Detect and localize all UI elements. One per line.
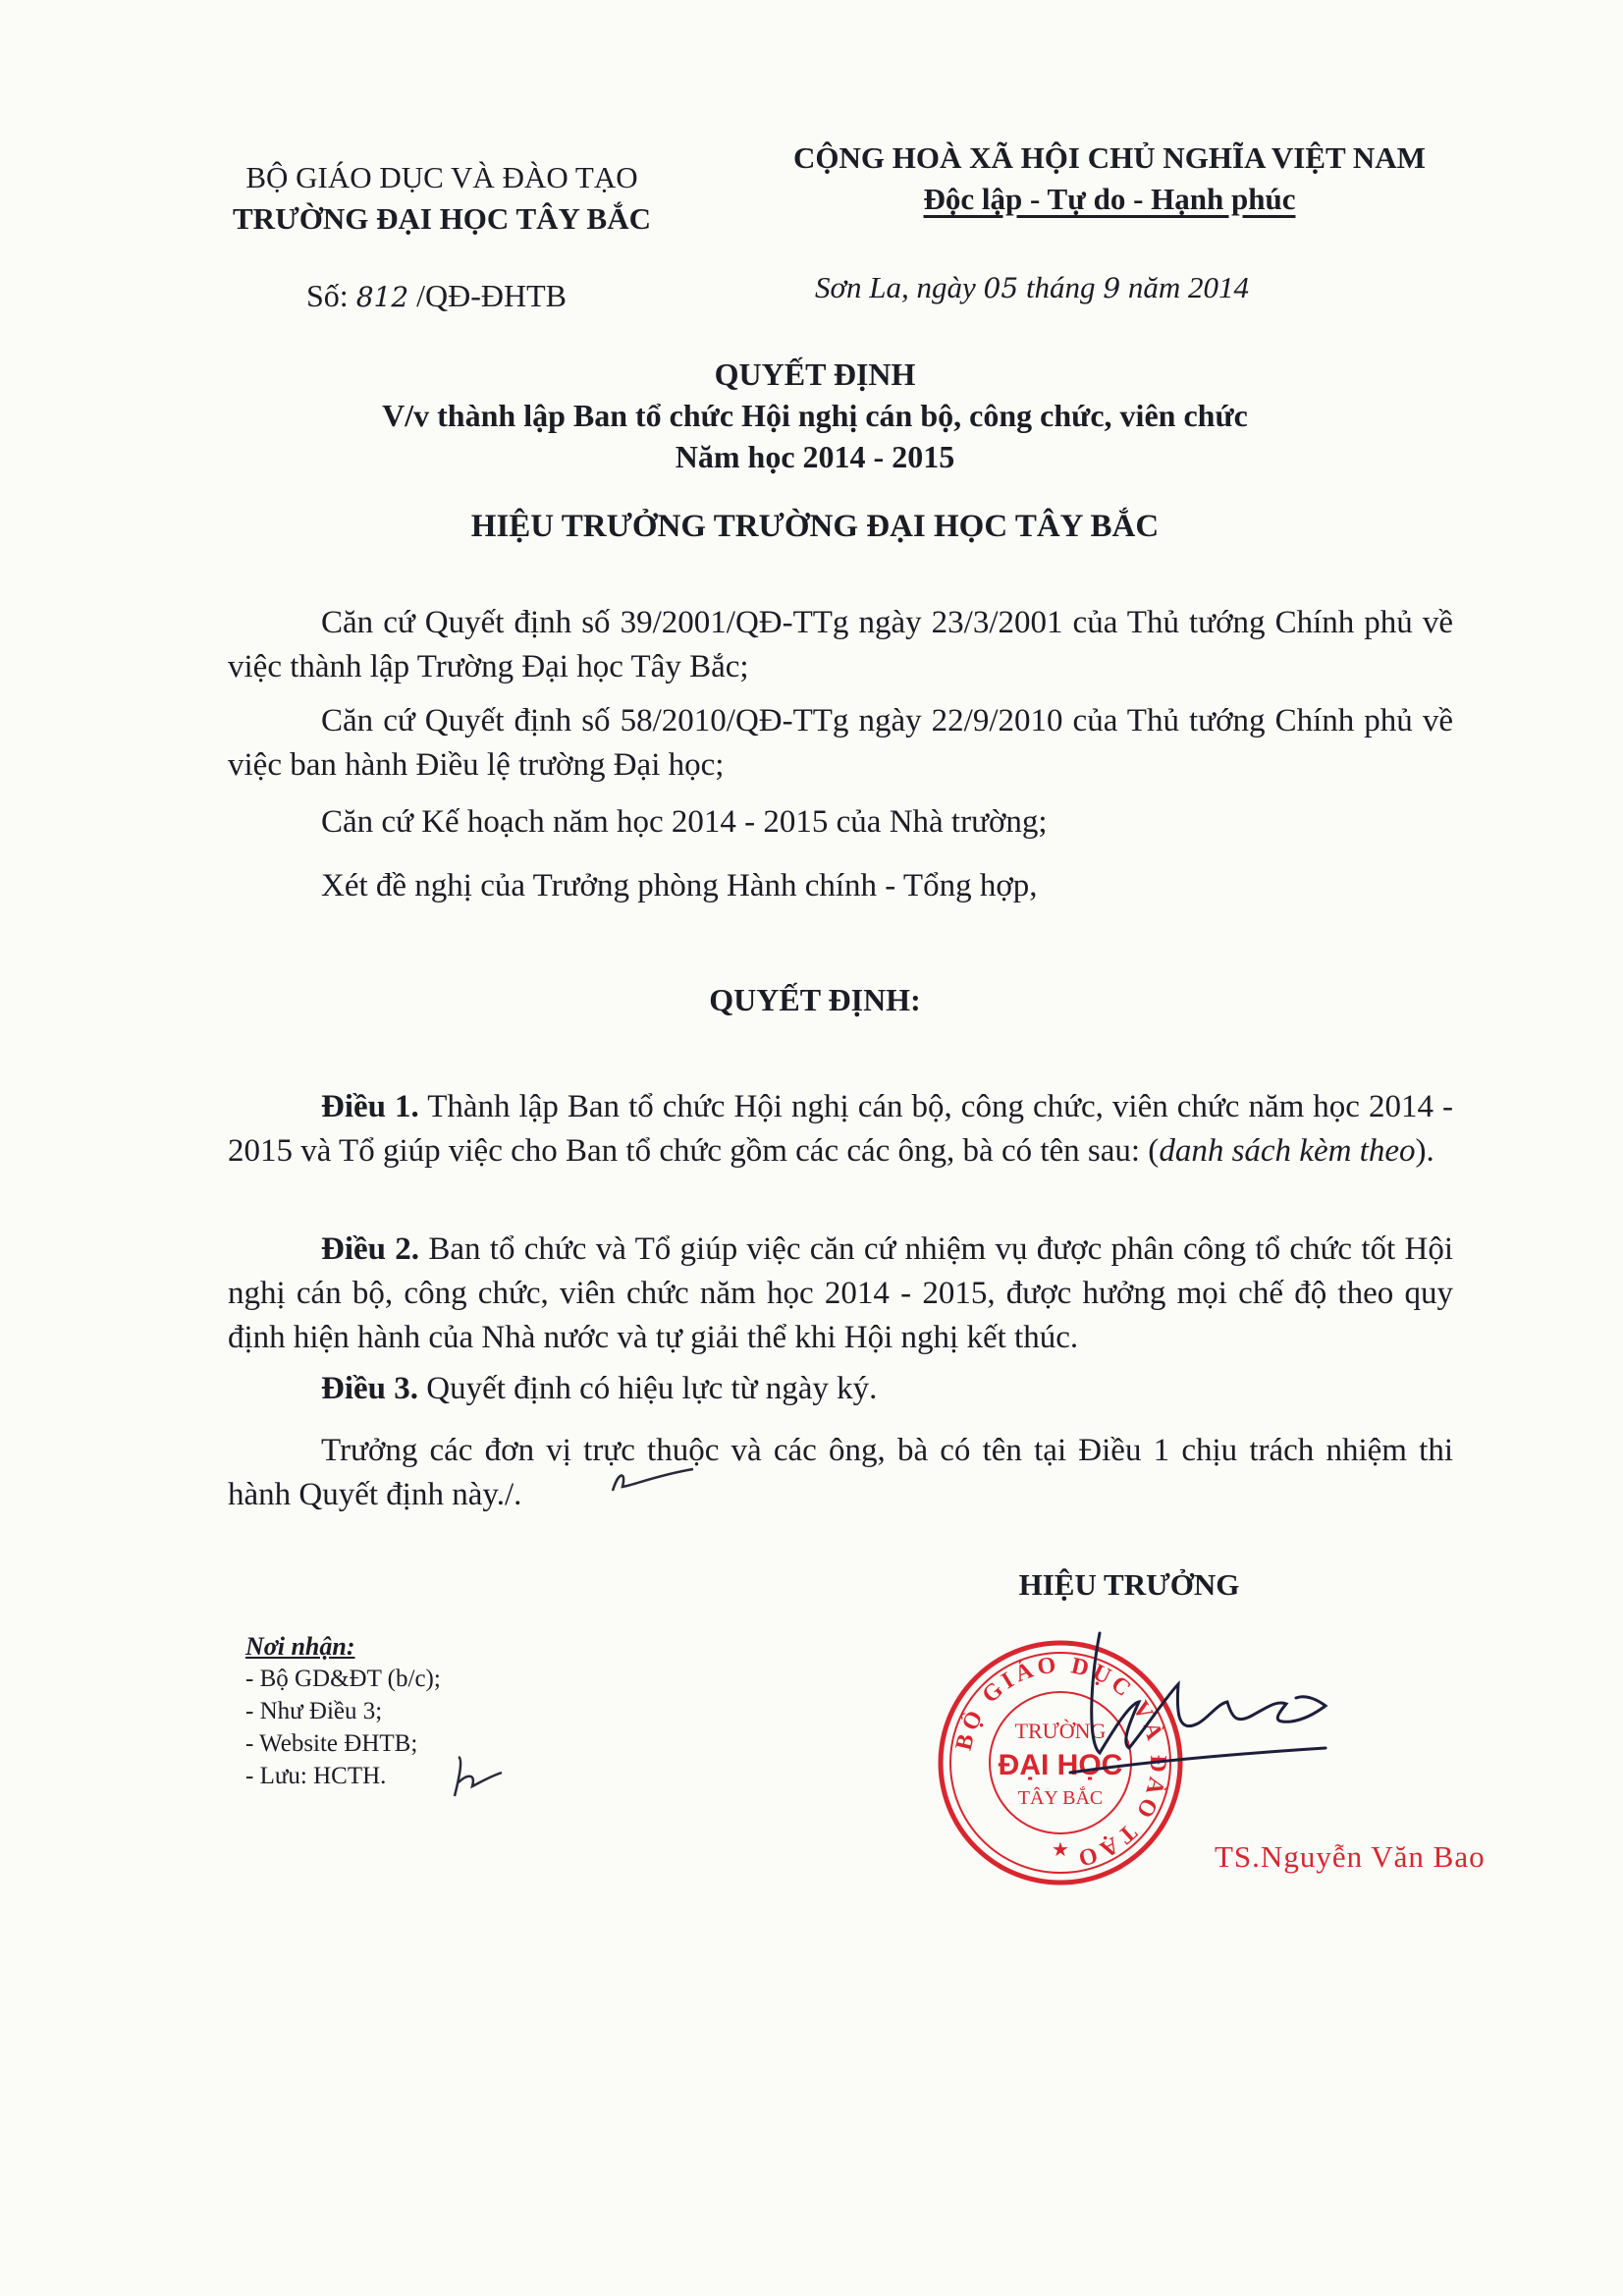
svg-text:TÂY BẮC: TÂY BẮC <box>1017 1787 1104 1809</box>
title-subject: V/v thành lập Ban tổ chức Hội nghị cán bộ, công chức, viên chức <box>382 398 1248 433</box>
handwritten-number: 812 <box>355 281 409 313</box>
handwritten-month: 9 <box>1103 272 1121 304</box>
closing-paragraph: Trưởng các đơn vị trực thuộc và các ông, bà có tên tại Điều 1 chịu trách nhiệm thi hành Quyết định này./. <box>228 1433 1453 1512</box>
decision-heading: QUYẾT ĐỊNH: <box>709 982 921 1017</box>
recipients-list <box>245 1630 441 1792</box>
initial-mark-icon <box>609 1461 697 1501</box>
svg-text:TRƯỜNG: TRƯỜNG <box>1014 1719 1107 1743</box>
article-2: Điều 2. Ban tổ chức và Tổ giúp việc căn cứ nhiệm vụ được phân công tổ chức tốt Hội nghị cán bộ, công chức, viên chức năm học 2014 - 2015, được hưởng mọi chế độ theo quy định hiện hành của Nhà nước và tự giải thể khi Hội nghị kết thúc. <box>228 1231 1453 1355</box>
handwritten-day: 05 <box>983 272 1019 304</box>
national-motto: Độc lập - Tự do - Hạnh phúc <box>923 182 1296 216</box>
basis-4: Xét đề nghị của Trưởng phòng Hành chính - Tổng hợp, <box>321 868 1038 903</box>
issuer-heading: HIỆU TRƯỞNG TRƯỜNG ĐẠI HỌC TÂY BẮC <box>470 509 1160 544</box>
place-date: Sơn La, ngày 05 tháng 9 năm 2014 <box>815 270 1250 304</box>
title-year: Năm học 2014 - 2015 <box>675 439 955 474</box>
list-item: - Website ĐHTB; <box>245 1730 418 1757</box>
article-2-label: Điều 2. <box>321 1231 420 1267</box>
basis-1: Căn cứ Quyết định số 39/2001/QĐ-TTg ngày 23/3/2001 của Thủ tướng Chính phủ về việc thành lập Trường Đại học Tây Bắc; <box>228 605 1453 684</box>
document-title <box>245 354 1384 477</box>
handwritten-signature-icon <box>1060 1625 1335 1812</box>
article-3: Điều 3. Quyết định có hiệu lực từ ngày ký. <box>321 1371 878 1406</box>
recipients-label: Nơi nhận: <box>245 1632 355 1661</box>
initial-mark-icon <box>447 1753 506 1802</box>
title-main: QUYẾT ĐỊNH <box>714 356 916 392</box>
country-name: CỘNG HOÀ XÃ HỘI CHỦ NGHĨA VIỆT NAM <box>793 140 1426 175</box>
national-heading <box>687 137 1532 220</box>
article-1: Điều 1. Thành lập Ban tổ chức Hội nghị cán bộ, công chức, viên chức năm học 2014 - 2015 và Tổ giúp việc cho Ban tổ chức gồm các các ông, bà có tên sau: (danh sách kèm theo). <box>228 1089 1453 1169</box>
article-1-label: Điều 1. <box>321 1089 419 1124</box>
basis-2: Căn cứ Quyết định số 58/2010/QĐ-TTg ngày 22/9/2010 của Thủ tướng Chính phủ về việc ban hành Điều lệ trường Đại học; <box>228 703 1453 783</box>
university-name: TRƯỜNG ĐẠI HỌC TÂY BẮC <box>233 201 651 236</box>
list-item: - Như Điều 3; <box>245 1698 383 1724</box>
list-item: - Lưu: HCTH. <box>245 1763 387 1789</box>
basis-3: Căn cứ Kế hoạch năm học 2014 - 2015 của Nhà trường; <box>321 804 1048 840</box>
signer-name: TS.Nguyễn Văn Bao <box>1215 1839 1486 1874</box>
signer-title: HIỆU TRƯỞNG <box>1018 1567 1240 1602</box>
article-3-label: Điều 3. <box>321 1371 418 1406</box>
issuing-agency <box>196 157 687 240</box>
svg-text:★: ★ <box>1052 1839 1069 1861</box>
ministry-name: BỘ GIÁO DỤC VÀ ĐÀO TẠO <box>245 160 638 194</box>
svg-text:BỘ GIÁO DỤC VÀ ĐÀO TẠO: BỘ GIÁO DỤC VÀ ĐÀO TẠO <box>950 1652 1171 1873</box>
document-number: Số: 812 /QĐ-ĐHTB <box>306 278 568 313</box>
list-item: - Bộ GD&ĐT (b/c); <box>245 1666 441 1692</box>
svg-text:ĐẠI HỌC: ĐẠI HỌC <box>998 1749 1123 1781</box>
